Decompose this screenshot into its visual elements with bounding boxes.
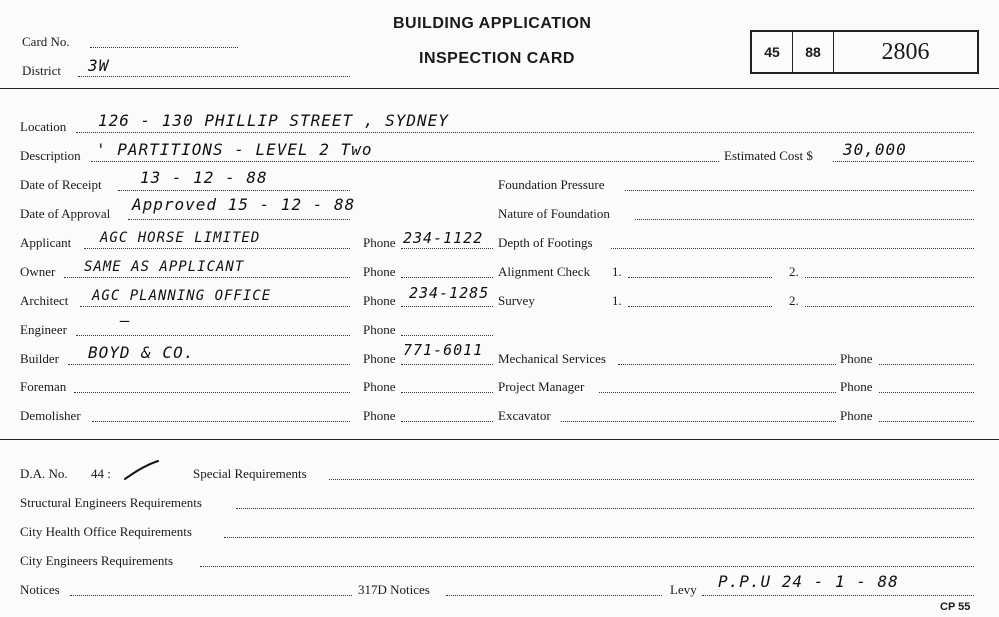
estimated-cost-line: [833, 161, 974, 162]
box-cell-a: 45: [764, 44, 780, 60]
nature-foundation-label: Nature of Foundation: [498, 206, 610, 221]
alignment-1-label: 1.: [612, 264, 622, 279]
city-health-label: City Health Office Requirements: [20, 524, 192, 539]
survey-1-label: 1.: [612, 293, 622, 308]
depth-footings-label: Depth of Footings: [498, 235, 593, 250]
city-health-line: [224, 537, 974, 538]
excavator-phone-line: [879, 421, 974, 422]
mechanical-services-label: Mechanical Services: [498, 351, 606, 366]
owner-phone-line: [401, 277, 493, 278]
approval-label: Date of Approval: [20, 206, 111, 221]
city-engineers-label: City Engineers Requirements: [20, 553, 174, 568]
mechanical-phone-line: [879, 364, 974, 365]
engineer-phone-line: [401, 335, 493, 336]
foreman-line: [74, 392, 350, 393]
alignment-2-label: 2.: [789, 264, 799, 279]
engineer-phone-label: Phone: [363, 322, 396, 337]
foreman-label: Foreman: [20, 379, 67, 394]
builder-value: BOYD & CO.: [88, 343, 195, 362]
demolisher-phone-line: [401, 421, 493, 422]
project-manager-line: [599, 392, 836, 393]
structural-engineers-label: Structural Engineers Requirements: [20, 495, 202, 510]
mechanical-phone-label: Phone: [840, 351, 873, 366]
da-tick-mark: [122, 458, 162, 482]
estimated-cost-label: Estimated Cost $: [724, 148, 813, 163]
receipt-value: 13 - 12 - 88: [140, 168, 268, 187]
description-line: [91, 161, 719, 162]
builder-phone-label: Phone: [363, 351, 396, 366]
survey-label: Survey: [498, 293, 535, 308]
levy-label: Levy: [670, 582, 697, 597]
project-manager-label: Project Manager: [498, 379, 585, 394]
district-value: 3W: [88, 56, 110, 75]
project-manager-phone-label: Phone: [840, 379, 873, 394]
owner-phone-label: Phone: [363, 264, 396, 279]
district-label: District: [22, 63, 61, 78]
alignment-1-line: [628, 277, 772, 278]
architect-phone-label: Phone: [363, 293, 396, 308]
owner-line: [64, 277, 350, 278]
notices-line: [70, 595, 352, 596]
notices-317d-line: [446, 595, 662, 596]
estimated-cost-value: 30,000: [843, 140, 907, 159]
form-code: CP 55: [940, 601, 971, 613]
foreman-phone-line: [401, 392, 493, 393]
location-value: 126 - 130 PHILLIP STREET , SYDNEY: [98, 111, 449, 130]
special-requirements-label: Special Requirements: [193, 466, 307, 481]
excavator-line: [561, 421, 836, 422]
foundation-pressure-label: Foundation Pressure: [498, 177, 605, 192]
project-manager-phone-line: [879, 392, 974, 393]
architect-phone-line: [401, 306, 493, 307]
builder-phone-line: [401, 364, 493, 365]
levy-line: [702, 595, 974, 596]
applicant-line: [84, 248, 350, 249]
owner-value: SAME AS APPLICANT: [84, 259, 245, 275]
builder-line: [68, 364, 350, 365]
architect-label: Architect: [20, 293, 69, 308]
card-number-box: [750, 30, 979, 74]
alignment-check-label: Alignment Check: [498, 264, 591, 279]
district-line: [78, 76, 350, 77]
applicant-phone-label: Phone: [363, 235, 396, 250]
approval-line: [128, 219, 350, 220]
excavator-phone-label: Phone: [840, 408, 873, 423]
description-label: Description: [20, 148, 81, 163]
depth-footings-line: [611, 248, 974, 249]
survey-2-label: 2.: [789, 293, 799, 308]
engineer-value: –: [120, 311, 131, 330]
receipt-line: [118, 190, 350, 191]
levy-value: P.P.U 24 - 1 - 88: [718, 572, 899, 591]
survey-1-line: [628, 306, 772, 307]
mechanical-services-line: [618, 364, 836, 365]
nature-foundation-line: [635, 219, 974, 220]
card-number: 2806: [881, 38, 930, 65]
excavator-label: Excavator: [498, 408, 551, 423]
applicant-phone-value: 234-1122: [403, 229, 484, 247]
survey-2-line: [805, 306, 974, 307]
owner-label: Owner: [20, 264, 56, 279]
description-value: ' PARTITIONS - LEVEL 2 Two: [96, 140, 373, 159]
demolisher-line: [92, 421, 350, 422]
title-line-1: BUILDING APPLICATION: [393, 15, 592, 32]
structural-engineers-line: [236, 508, 974, 509]
demolisher-phone-label: Phone: [363, 408, 396, 423]
card-no-label: Card No.: [22, 34, 70, 49]
section-divider: [0, 439, 999, 440]
notices-label: Notices: [20, 582, 60, 597]
title-line-2: INSPECTION CARD: [419, 50, 575, 67]
box-cell-b: 88: [805, 44, 821, 60]
engineer-line: [76, 335, 350, 336]
applicant-phone-line: [401, 248, 493, 249]
header-divider: [0, 88, 999, 89]
city-engineers-line: [200, 566, 974, 567]
da-no-value: 44 :: [91, 466, 111, 481]
notices-317d-label: 317D Notices: [358, 582, 430, 597]
receipt-label: Date of Receipt: [20, 177, 102, 192]
card-no-line: [90, 47, 238, 48]
foundation-pressure-line: [625, 190, 974, 191]
architect-value: AGC PLANNING OFFICE: [92, 288, 272, 304]
engineer-label: Engineer: [20, 322, 67, 337]
builder-label: Builder: [20, 351, 59, 366]
location-line: [76, 132, 974, 133]
demolisher-label: Demolisher: [20, 408, 81, 423]
da-no-label: D.A. No.: [20, 466, 68, 481]
foreman-phone-label: Phone: [363, 379, 396, 394]
applicant-label: Applicant: [20, 235, 72, 250]
special-requirements-line: [329, 479, 974, 480]
architect-line: [80, 306, 350, 307]
applicant-value: AGC HORSE LIMITED: [100, 230, 261, 246]
location-label: Location: [20, 119, 67, 134]
alignment-2-line: [805, 277, 974, 278]
architect-phone-value: 234-1285: [409, 284, 490, 302]
builder-phone-value: 771-6011: [403, 341, 484, 359]
approval-value: Approved 15 - 12 - 88: [132, 195, 356, 214]
